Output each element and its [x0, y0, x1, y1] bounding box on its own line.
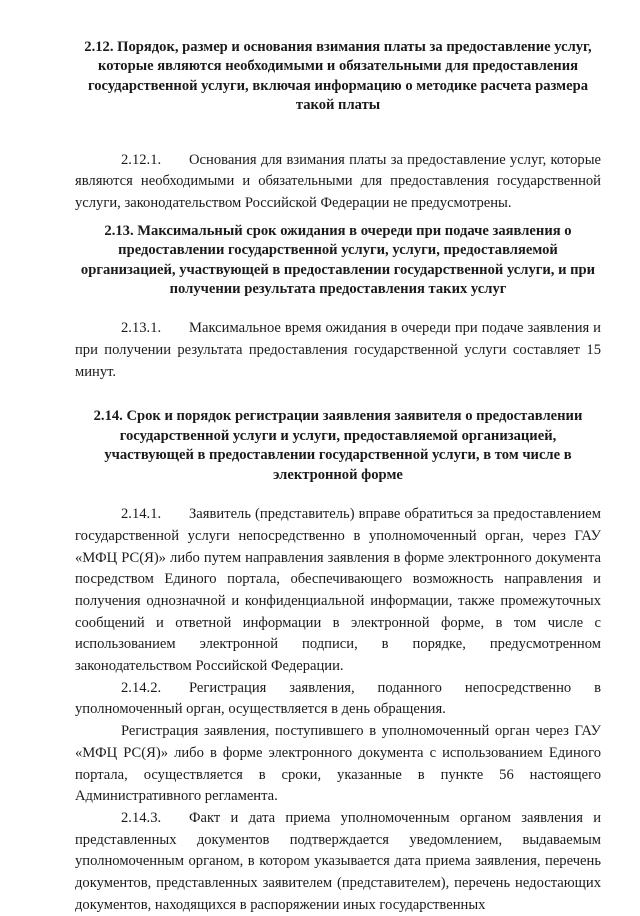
paragraph-2-14-3 [75, 808, 601, 916]
paragraph-text: Заявитель (представитель) вправе обратиться за предоставлением государственной услуги непосредственно в уполномоченный орган, через ГАУ «МФЦ РС(Я)» либо путем направления заявления в форме электронного документа посредством Единого портала, обеспечивающего возможность направления и получения однозначной и конфиденциальной информации, также промежуточных сообщений и ответной информации в электронной форме, в том числе с использованием электронной подписи, в порядке, предусмотренном законодательством Российской Федерации. [75, 506, 601, 675]
paragraph-number: 2.14.2. [121, 679, 162, 696]
paragraph-text: Регистрация заявления, поданного непосредственно в уполномоченный орган, осуществляется в день обращения. [75, 679, 601, 718]
paragraph-2-14-2 [75, 678, 601, 721]
section-heading-2-14: 2.14. Срок и порядок регистрации заявления заявителя о предоставлении государственной услуги и услуги, предоставляемой организацией, участвующей в предоставлении государственной услуги, в том числе в электронной форме [93, 408, 583, 483]
paragraph-2-14-1 [75, 504, 601, 678]
paragraph-2-12-1 [75, 150, 601, 215]
paragraph-2-14-2-continued: Регистрация заявления, поступившего в уполномоченный орган через ГАУ «МФЦ РС(Я)» либо в форме электронного документа с использованием Единого портала, осуществляется в сроки, указанные в пункте 56 настоящего Административного регламента. [75, 723, 601, 805]
section-heading-2-12: 2.12. Порядок, размер и основания взимания платы за предоставление услуг, которые являются необходимыми и обязательными для предоставления государственной услуги, включая информацию о методике расчета размера такой платы [84, 39, 592, 114]
paragraph-text: Факт и дата приема уполномоченным органом заявления и представленных документов подтверждается уведомлением, выдаваемым уполномоченным органом, в котором указывается дата приема заявления, перечень документов, представленных заявителем (представителем), перечень недостающих документов, находящихся в распоряжении иных государственных [75, 809, 601, 913]
section-heading-2-13: 2.13. Максимальный срок ожидания в очереди при подаче заявления о предоставлении государственной услуги, услуги, предоставляемой организацией, участвующей в предоставлении государственной услуги, и при получении результата предоставления таких услуг [80, 222, 596, 297]
paragraph-number: 2.14.3. [121, 809, 162, 826]
paragraph-number: 2.13.1. [121, 320, 162, 337]
document-page [75, 38, 601, 916]
paragraph-2-13-1 [75, 318, 601, 383]
paragraph-number: 2.14.1. [121, 506, 162, 523]
paragraph-number: 2.12.1. [121, 151, 162, 168]
paragraph-text: Максимальное время ожидания в очереди при подаче заявления и при получении результата предоставления государственной услуги составляет 15 минут. [75, 320, 601, 380]
paragraph-text: Основания для взимания платы за предоставление услуг, которые являются необходимыми и обязательными для предоставления государственной услуги, законодательством Российской Федерации не предусмотрены. [75, 151, 601, 212]
